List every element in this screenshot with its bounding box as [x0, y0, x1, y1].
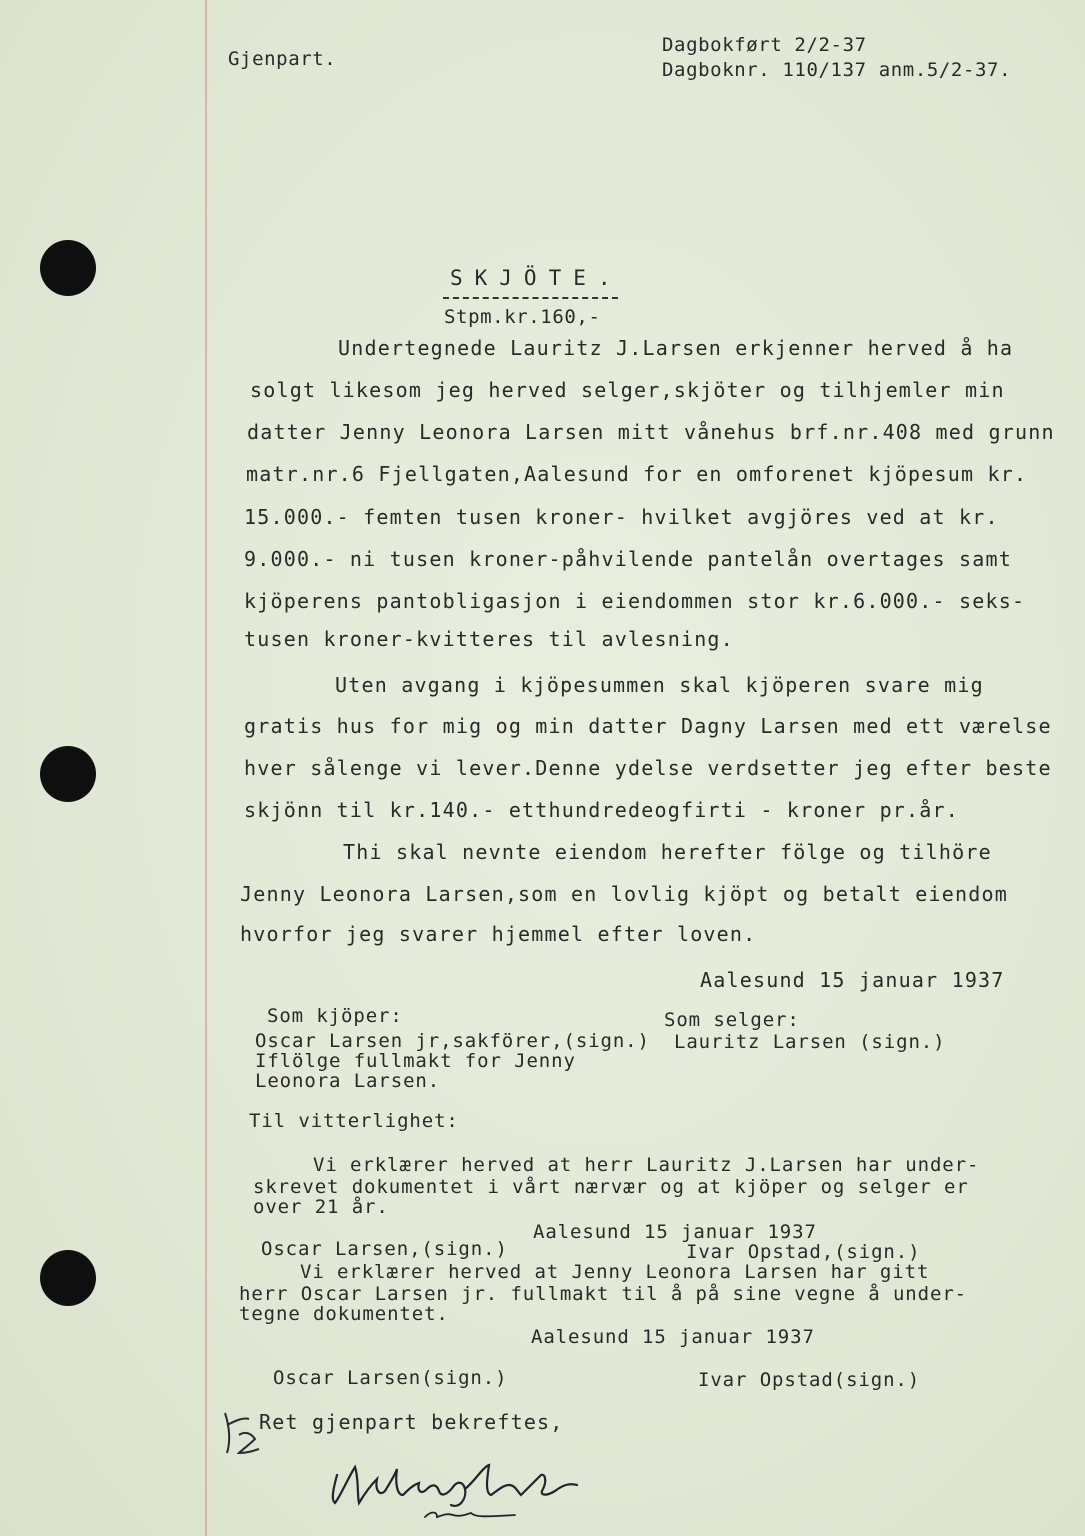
witness-place-date: Aalesund 15 januar 1937	[531, 1326, 815, 1348]
deed-line: 15.000.- femten tusen kroner- hvilket avgjöres ved at kr.	[244, 505, 999, 529]
buyer-line: Iflölge fullmakt for Jenny	[255, 1050, 576, 1072]
buyer-label: Som kjöper:	[267, 1005, 403, 1027]
journal-entry-number: Dagboknr. 110/137 anm.5/2-37.	[662, 59, 1012, 81]
punch-hole-middle	[40, 746, 96, 802]
copy-label: Gjenpart.	[228, 48, 337, 70]
witness-statement-line: skrevet dokumentet i vårt nærvær og at kjöper og selger er	[253, 1176, 969, 1198]
witness-place-date: Aalesund 15 januar 1937	[533, 1221, 817, 1243]
buyer-line: Oscar Larsen jr,sakförer,(sign.)	[255, 1030, 650, 1052]
deed-line: hvorfor jeg svarer hjemmel efter loven.	[240, 922, 757, 946]
deed-line: matr.nr.6 Fjellgaten,Aalesund for en omforenet kjöpesum kr.	[246, 462, 1028, 486]
deed-line: gratis hus for mig og min datter Dagny Larsen med ett værelse	[244, 714, 1052, 738]
punch-hole-bottom	[40, 1250, 96, 1306]
certification-text: Ret gjenpart bekreftes,	[259, 1410, 564, 1434]
document-title: SKJÖTE.	[450, 266, 623, 290]
handwritten-signature	[325, 1445, 585, 1530]
deed-line: datter Jenny Leonora Larsen mitt vånehus brf.nr.408 med grunn	[247, 420, 1055, 444]
witness-label: Til vitterlighet:	[249, 1110, 459, 1132]
title-underline	[443, 297, 618, 299]
buyer-line: Leonora Larsen.	[255, 1070, 441, 1092]
deed-line: kjöperens pantobligasjon i eiendommen stor kr.6.000.- seks-	[244, 589, 1026, 613]
deed-line: Undertegnede Lauritz J.Larsen erkjenner herved å ha	[338, 336, 1014, 360]
witness-statement-line: herr Oscar Larsen jr. fullmakt til å på sine vegne å under-	[239, 1283, 967, 1305]
witness-signature: Ivar Opstad,(sign.)	[686, 1241, 921, 1263]
witness-statement-line: Vi erklærer herved at herr Lauritz J.Larsen har under-	[313, 1154, 980, 1176]
deed-line: 9.000.- ni tusen kroner-påhvilende pantelån overtages samt	[244, 547, 1012, 571]
witness-statement-line: over 21 år.	[253, 1196, 389, 1218]
deed-line: Uten avgang i kjöpesummen skal kjöperen svare mig	[335, 673, 984, 697]
witness-statement-line: tegne dokumentet.	[239, 1303, 449, 1325]
witness-signature: Oscar Larsen(sign.)	[273, 1367, 508, 1389]
deed-line: hver sålenge vi lever.Denne ydelse verdsetter jeg efter beste	[244, 756, 1052, 780]
witness-signature: Ivar Opstad(sign.)	[698, 1369, 921, 1391]
deed-line: Thi skal nevnte eiendom herefter fölge og tilhöre	[343, 840, 992, 864]
witness-signature: Oscar Larsen,(sign.)	[261, 1238, 508, 1260]
margin-rule	[205, 0, 207, 1536]
initials-mark	[215, 1405, 265, 1460]
witness-statement-line: Vi erklærer herved at Jenny Leonora Larsen har gitt	[300, 1261, 930, 1283]
deed-line: tusen kroner-kvitteres til avlesning.	[244, 627, 734, 651]
deed-line: skjönn til kr.140.- etthundredeogfirti - kroner pr.år.	[244, 798, 960, 822]
deed-line: Jenny Leonora Larsen,som en lovlig kjöpt og betalt eiendom	[240, 882, 1008, 906]
seller-line: Lauritz Larsen (sign.)	[674, 1031, 946, 1053]
seller-label: Som selger:	[664, 1009, 800, 1031]
journal-entry-date: Dagbokført 2/2-37	[662, 34, 867, 56]
punch-hole-top	[40, 240, 96, 296]
stamp-duty: Stpm.kr.160,-	[444, 306, 601, 328]
deed-line: solgt likesom jeg herved selger,skjöter og tilhjemler min	[250, 378, 1005, 402]
place-date: Aalesund 15 januar 1937	[700, 968, 1005, 992]
